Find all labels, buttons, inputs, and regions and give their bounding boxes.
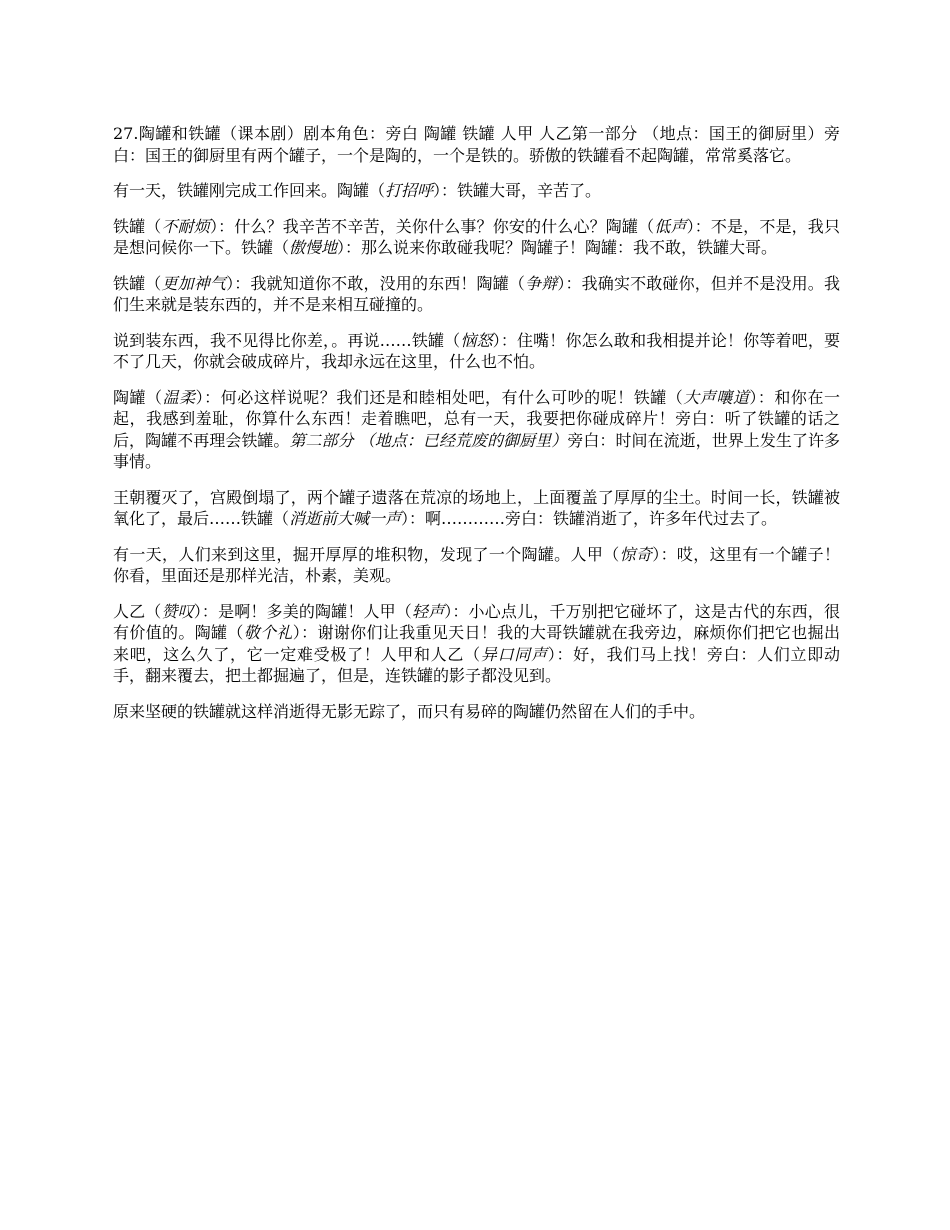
- text-segment: ）：啊…………旁白：铁罐消逝了，许多年代过去了。: [401, 509, 778, 528]
- text-segment: 王朝覆灭了，宫殿倒塌了，两个罐子遗落在荒凉的场地上，上面覆盖了厚厚的尘土。时间一长，铁罐被氧化了，最后……铁罐（: [113, 487, 840, 528]
- text-segment: ）：我就知道你不敢，没用的东西！陶罐（: [226, 273, 526, 293]
- text-segment: ）：什么？我辛苦不辛苦，关你什么事？你安的什么心？陶罐（: [209, 216, 655, 236]
- text-segment: 铁罐（: [113, 216, 162, 236]
- paragraph-5: [113, 330, 840, 373]
- text-segment: ）：何必这样说呢？我们还是和睦相处吧，有什么可吵的呢！铁罐（: [195, 387, 684, 407]
- stage-direction: 轻声: [411, 601, 445, 621]
- text-segment: 人乙（: [113, 601, 162, 621]
- stage-direction: 消逝前大喊一声: [289, 509, 402, 528]
- text-segment: 旁白：时间在流逝，世界上发生了许多事情。: [113, 430, 840, 471]
- stage-direction: 惊奇: [619, 544, 653, 564]
- stage-direction: 赞叹: [161, 601, 194, 621]
- text-segment: ）：那么说来你敢碰我呢？陶罐子！陶罐：我不敢，铁罐大哥。: [337, 238, 778, 257]
- stage-direction: 傲慢地: [289, 238, 338, 257]
- paragraph-3: [113, 216, 840, 259]
- text-segment: 有一天，人们来到这里，掘开厚厚的堆积物，发现了一个陶罐。人甲（: [113, 544, 620, 564]
- text-segment: 原来坚硬的铁罐就这样消逝得无影无踪了，而只有易碎的陶罐仍然留在人们的手中。: [113, 701, 706, 721]
- text-segment: ）：哎，这里有一个罐子！你看，里面还是那样光洁，朴素，美观。: [113, 544, 840, 585]
- paragraph-7: [113, 487, 840, 530]
- stage-direction: 打招呼: [385, 181, 434, 200]
- stage-direction: 争辩: [525, 273, 558, 293]
- text-segment: ）：住嘴！你怎么敢和我相提并论！你等着吧，要不了几天，你就会破成碎片，我却永远在这里，什么也不怕。: [113, 330, 840, 371]
- text-segment: ）：铁罐大哥，辛苦了。: [433, 181, 602, 200]
- paragraph-2: [113, 180, 840, 202]
- paragraph-8: [113, 544, 840, 587]
- text-segment: 陶罐（: [113, 387, 163, 407]
- section-heading: 第二部分 （地点：已经荒废的御厨里）: [289, 430, 568, 450]
- stage-direction: 大声嚷道: [683, 387, 750, 407]
- stage-direction: 更加神气: [161, 273, 227, 293]
- paragraph-10: [113, 701, 840, 723]
- stage-direction: 温柔: [162, 387, 196, 407]
- text-segment: ）：好，我们马上找！旁白：人们立即动手，翻来覆去，把土都掘遍了，但是，连铁罐的影子都没见到。: [113, 644, 840, 685]
- stage-direction: 异口同声: [480, 644, 548, 664]
- stage-direction: 低声: [654, 216, 687, 236]
- paragraph-1: [113, 123, 840, 166]
- text-segment: 说到装东西，我不见得比你差，。再说……铁罐（: [113, 330, 461, 350]
- text-segment: ）：我确实不敢碰你，但并不是没用。我们生来就是装东西的，并不是来相互碰撞的。: [113, 273, 840, 314]
- text-segment: 有一天，铁罐刚完成工作回来。陶罐（: [113, 181, 386, 200]
- text-segment: 铁罐（: [113, 273, 162, 293]
- paragraph-6: [113, 387, 840, 473]
- text-segment: ）：是啊！多美的陶罐！人甲（: [193, 601, 412, 621]
- document-body: [113, 123, 840, 736]
- paragraph-4: [113, 273, 840, 316]
- text-segment: ）：不是，不是，我只是想问候你一下。铁罐（: [113, 216, 840, 257]
- stage-direction: 不耐烦: [161, 216, 210, 236]
- stage-direction: 恼怒: [460, 330, 493, 350]
- stage-direction: 敬个礼: [243, 623, 293, 642]
- text-segment: ）：谢谢你们让我重见天日！我的大哥铁罐就在我旁边，麻烦你们把它也掘出来吧，这么久了，它一定难受极了！人甲和人乙（: [113, 623, 840, 664]
- paragraph-9: [113, 601, 840, 687]
- text-segment: ）：小心点儿，千万别把它碰坏了，这是古代的东西，很有价值的。陶罐（: [113, 601, 840, 642]
- text-segment: ）：和你在一起，我感到羞耻，你算什么东西！走着瞧吧，总有一天，我要把你碰成碎片！旁白：听了铁罐的话之后，陶罐不再理会铁罐。: [113, 387, 840, 450]
- text-segment: 27.陶罐和铁罐（课本剧）剧本角色：旁白 陶罐 铁罐 人甲 人乙第一部分 （地点：国王的御厨里）旁白：国王的御厨里有两个罐子，一个是陶的，一个是铁的。骄傲的铁罐看不起陶罐，常常奚落它。: [113, 124, 840, 165]
